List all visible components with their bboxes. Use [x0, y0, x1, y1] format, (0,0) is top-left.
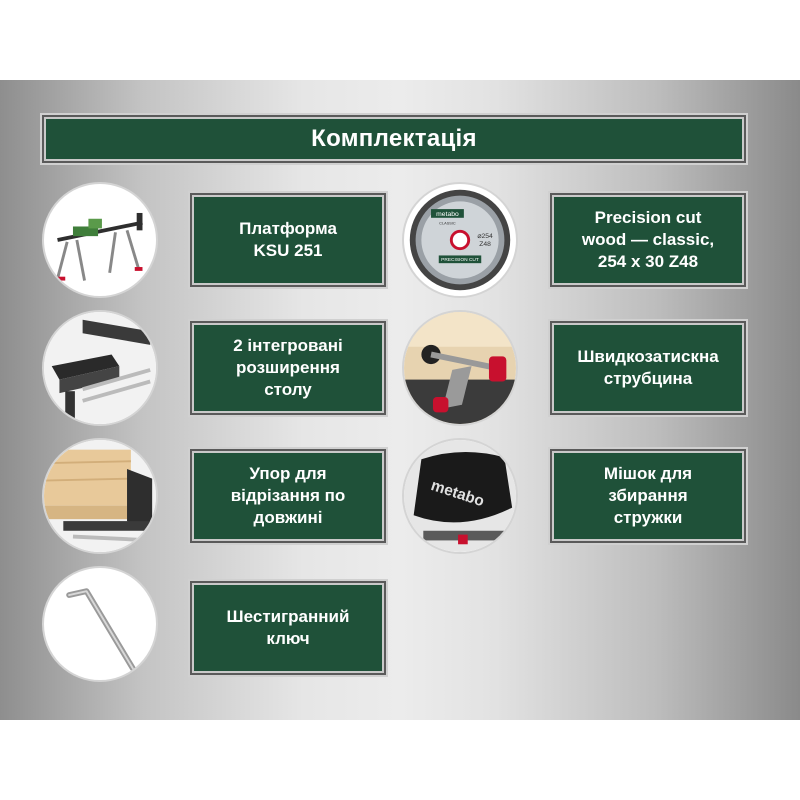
- saw-blade-icon: [402, 182, 518, 298]
- item-label-clamp: Швидкозатискна струбцина: [552, 323, 744, 413]
- length-stop-icon: [42, 438, 158, 554]
- item-label-length-stop: Упор для відрізання по довжині: [192, 451, 384, 541]
- blade-brand: metabo: [436, 210, 459, 218]
- item-label-blade: Precision cut wood — classic, 254 x 30 Z48: [552, 195, 744, 285]
- blade-dim2: Z48: [479, 240, 491, 248]
- item-label-dust-bag: Мішок для збирання стружки: [552, 451, 744, 541]
- item-label-hex-key: Шестигранний ключ: [192, 583, 384, 673]
- page-title: Комплектація: [44, 117, 744, 161]
- table-extension-icon: [42, 310, 158, 426]
- mitre-saw-stand-icon: [42, 182, 158, 298]
- blade-band: PRECISION CUT: [441, 258, 479, 264]
- blade-sub: CLASSIC: [439, 221, 456, 226]
- bag-brand: metabo: [428, 477, 487, 511]
- item-label-extensions: 2 інтегровані розширення столу: [192, 323, 384, 413]
- blade-dim1: ⌀254: [477, 233, 493, 241]
- hex-key-icon: [42, 566, 158, 682]
- dust-bag-icon: [402, 438, 518, 554]
- item-label-stand: Платформа KSU 251: [192, 195, 384, 285]
- quick-clamp-icon: [402, 310, 518, 426]
